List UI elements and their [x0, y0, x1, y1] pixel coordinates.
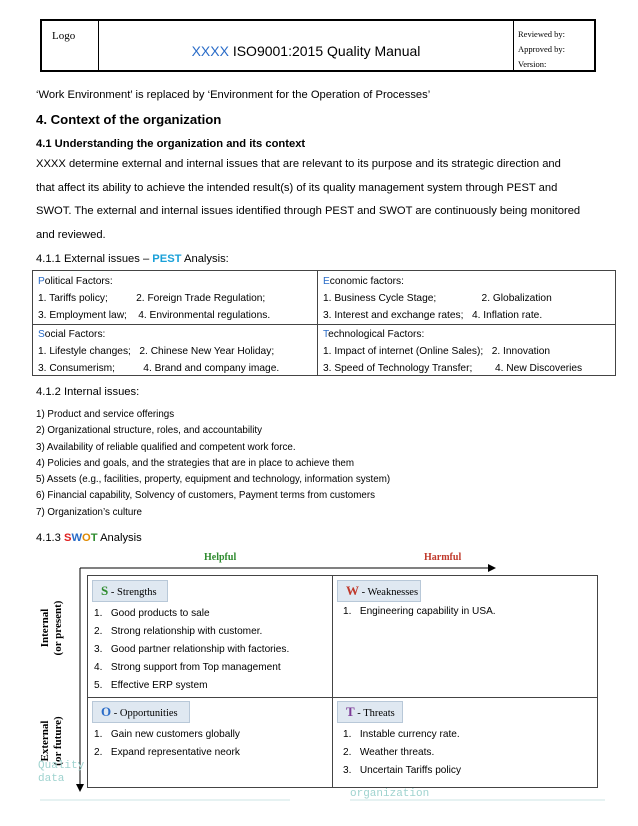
- pest-cap: S: [38, 329, 45, 340]
- title-prefix: XXXX: [191, 43, 229, 59]
- list-item: 3. Good partner relationship with factories.: [94, 644, 290, 655]
- harmful-label: Harmful: [424, 552, 462, 563]
- threats-tag: [337, 701, 403, 723]
- pest-cap: P: [38, 276, 45, 287]
- pest-title: ocial Factors:: [44, 329, 106, 340]
- strengths-letter: S: [101, 583, 109, 598]
- list-item: 4) Policies and goals, and the strategies that are in place to achieve them: [36, 457, 355, 469]
- list-item: 6) Financial capability, Solvency of customers, Payment terms from customers: [36, 490, 376, 502]
- pest-line: 3. Employment law; 4. Environmental regulations.: [38, 310, 271, 321]
- pest-heading-suffix: Analysis:: [181, 253, 229, 265]
- list-item: 2) Organizational structure, roles, and accountability: [36, 425, 262, 437]
- pest-line: 1. Tariffs policy; 2. Foreign Trade Regulation;: [38, 293, 266, 304]
- weaknesses-tag: [337, 580, 421, 602]
- logo-placeholder: Logo: [42, 21, 99, 70]
- pest-cap: T: [323, 329, 329, 340]
- internal-heading: 4.1.2 Internal issues:: [36, 386, 140, 398]
- list-item: 5) Assets (e.g., facilities, property, equipment and technology, information system): [36, 474, 391, 486]
- list-item: 1. Good products to sale: [94, 608, 210, 619]
- internal-axis-label: [39, 598, 67, 658]
- pest-title: olitical Factors:: [44, 276, 113, 287]
- swot-heading-t: T: [90, 532, 98, 544]
- axis-label-line: (or future): [52, 716, 64, 766]
- opportunities-tag: [92, 701, 190, 723]
- threats-letter: T: [346, 704, 355, 719]
- list-item: 3) Availability of reliable qualified and competent work force.: [36, 441, 296, 453]
- approved-by: Approved by:: [518, 44, 565, 54]
- horizontal-arrowhead: [488, 564, 496, 572]
- ghost-line: Quality: [38, 760, 85, 772]
- opportunities-list: [94, 726, 240, 762]
- list-item: 2. Weather threats.: [343, 747, 435, 758]
- pest-line: 1. Impact of internet (Online Sales); 2. Innovation: [323, 346, 551, 357]
- axis-label-line: External: [39, 720, 51, 762]
- swot-grid: [87, 575, 598, 788]
- title-rest: ISO9001:2015 Quality Manual: [228, 43, 421, 59]
- swot-heading-s: S: [64, 532, 72, 544]
- list-item: 1. Instable currency rate.: [343, 729, 460, 740]
- replacement-note: ‘Work Environment’ is replaced by ‘Environment for the Operation of Processes’: [36, 89, 431, 101]
- section-title: 4. Context of the organization: [36, 112, 222, 127]
- pest-line: 3. Speed of Technology Transfer; 4. New Discoveries: [323, 363, 583, 374]
- opportunities-label: - Opportunities: [111, 708, 178, 719]
- list-item: 7) Organization’s culture: [36, 506, 143, 518]
- pest-heading-accent: PEST: [152, 253, 182, 265]
- threats-label: - Threats: [354, 708, 395, 719]
- reviewed-by: Reviewed by:: [518, 29, 565, 39]
- ghost-text-right: organization: [350, 788, 430, 800]
- strengths-label: - Strengths: [108, 587, 157, 598]
- pest-line: 1. Business Cycle Stage; 2. Globalization: [323, 293, 552, 304]
- list-item: 2. Expand representative neork: [94, 747, 240, 758]
- list-item: 1. Engineering capability in USA.: [343, 606, 496, 617]
- list-item: 5. Effective ERP system: [94, 680, 208, 691]
- swot-heading-suffix: Analysis: [97, 532, 142, 544]
- pest-cap: E: [323, 276, 330, 287]
- body-line: XXXX determine external and internal issues that are relevant to its purpose and its strategic direction and: [36, 158, 561, 170]
- pest-title: conomic factors:: [329, 276, 404, 287]
- list-item: 4. Strong support from Top management: [94, 662, 281, 673]
- body-line: and reviewed.: [36, 228, 106, 241]
- body-line: that affect its ability to achieve the intended result(s) of its quality management system through PEST and: [36, 181, 558, 194]
- swot-divider-horizontal: [88, 697, 597, 698]
- threats-list: [343, 726, 461, 780]
- swot-divider-vertical: [332, 576, 333, 787]
- version: Version:: [518, 59, 547, 69]
- axis-label-line: Internal: [39, 608, 51, 648]
- pest-title: echnological Factors:: [328, 329, 425, 340]
- swot-heading-o: O: [82, 532, 91, 544]
- pest-line: 3. Consumerism; 4. Brand and company image.: [38, 363, 280, 374]
- ghost-line: data: [38, 773, 65, 785]
- pest-heading-prefix: 4.1.1 External issues –: [36, 253, 153, 265]
- axis-label-line: (or present): [52, 600, 64, 656]
- list-item: 1) Product and service offerings: [36, 409, 175, 420]
- list-item: 1. Gain new customers globally: [94, 729, 240, 740]
- opportunities-letter: O: [101, 704, 112, 719]
- list-item: 3. Uncertain Tariffs policy: [343, 765, 461, 776]
- strengths-list: [94, 605, 289, 695]
- subsection-title: 4.1 Understanding the organization and its context: [36, 138, 306, 150]
- swot-heading-prefix: 4.1.3: [36, 532, 64, 544]
- helpful-label: Helpful: [204, 552, 237, 563]
- ghost-text-left: [38, 760, 84, 786]
- weaknesses-label: - Weaknesses: [359, 587, 419, 598]
- swot-heading-w: W: [71, 532, 83, 544]
- weaknesses-list: [343, 603, 496, 621]
- body-line: SWOT. The external and internal issues identified through PEST and SWOT are continuously being monitored: [36, 205, 581, 217]
- list-item: 2. Strong relationship with customer.: [94, 626, 263, 637]
- weaknesses-letter: W: [346, 583, 359, 598]
- pest-line: 1. Lifestyle changes; 2. Chinese New Year Holiday;: [38, 346, 275, 357]
- pest-line: 3. Interest and exchange rates; 4. Inflation rate.: [323, 310, 543, 321]
- strengths-tag: [92, 580, 168, 602]
